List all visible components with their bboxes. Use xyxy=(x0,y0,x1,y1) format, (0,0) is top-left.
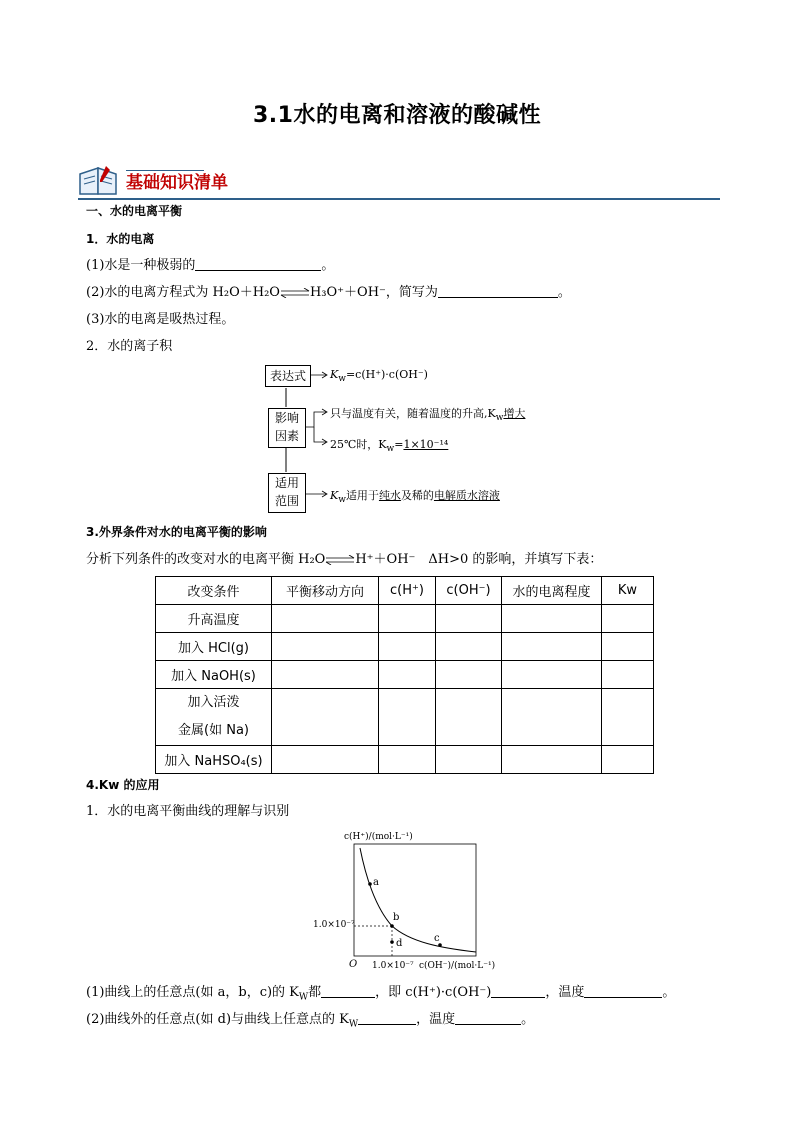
table-cell-blank[interactable] xyxy=(502,746,602,774)
table-cell-blank[interactable] xyxy=(602,661,654,689)
table-header: 平衡移动方向 xyxy=(272,577,379,605)
table-cell-blank[interactable] xyxy=(602,605,654,633)
scope-text xyxy=(330,487,500,505)
graph-ytick: 1.0×10⁻⁷ xyxy=(313,920,355,930)
table-header: 水的电离程度 xyxy=(502,577,602,605)
factor1-sub: w xyxy=(495,413,504,424)
factor2-eq: = xyxy=(394,438,404,451)
point-a-label: a xyxy=(373,877,379,888)
expression-text xyxy=(330,368,428,384)
table-cell-blank[interactable] xyxy=(272,746,379,774)
banner-rule xyxy=(78,198,720,200)
question-1 xyxy=(86,984,675,1007)
intro-pre: 分析下列条件的改变对水的电离平衡 H₂O xyxy=(86,552,326,567)
table-cell-blank[interactable] xyxy=(602,633,654,661)
table-cell-blank[interactable] xyxy=(379,746,436,774)
box-influence-line1: 影响 xyxy=(274,411,299,425)
item1 xyxy=(86,257,334,275)
table-cell-blank[interactable] xyxy=(379,605,436,633)
scope-mid2: 及稀的 xyxy=(400,489,434,502)
q1-blank-1[interactable] xyxy=(321,984,375,998)
section-banner-label: 基础知识清单 xyxy=(126,173,228,193)
sub-heading-ion-product: 2．水的离子积 xyxy=(86,339,173,354)
scope-answer1: 纯水 xyxy=(378,489,401,502)
section1-heading: 一、水的电离平衡 xyxy=(86,204,183,218)
q1-blank-3[interactable] xyxy=(584,984,662,998)
table-row xyxy=(156,689,654,746)
book-icon xyxy=(76,164,122,198)
q2-end: 。 xyxy=(521,1012,535,1027)
factor2-answer: 1×10⁻¹⁴ xyxy=(403,438,449,451)
table-cell-blank[interactable] xyxy=(379,689,436,746)
factor2-sub: w xyxy=(386,444,395,455)
table-header: c(OH⁻) xyxy=(436,577,502,605)
table-header: c(H⁺) xyxy=(379,577,436,605)
point-b-label: b xyxy=(393,912,400,923)
item2-blank[interactable] xyxy=(438,284,558,298)
table-cell-blank[interactable] xyxy=(272,689,379,746)
table-cell-blank[interactable] xyxy=(379,633,436,661)
item3: (3)水的电离是吸热过程。 xyxy=(86,312,235,327)
q2-pre: (2)曲线外的任意点(如 d)与曲线上任意点的 K xyxy=(86,1012,349,1027)
table-cell-blank[interactable] xyxy=(272,605,379,633)
graph-xlabel: c(OH⁻)/(mol·L⁻¹) xyxy=(419,961,496,971)
q2-blank-1[interactable] xyxy=(358,1011,416,1025)
table-row xyxy=(156,633,654,661)
box-scope-line1: 适用 xyxy=(274,476,299,490)
table-row xyxy=(156,605,654,633)
factor1-pre: 只与温度有关，随着温度的升高,K xyxy=(330,407,496,420)
table-cell: 加入活泼 金属(如 Na) xyxy=(156,689,272,746)
item1-blank[interactable] xyxy=(195,257,321,271)
factor1-text xyxy=(330,405,525,423)
kw-sub: w xyxy=(338,374,346,385)
table-cell-blank[interactable] xyxy=(379,661,436,689)
box-influence-factors xyxy=(268,408,306,448)
table-cell-blank[interactable] xyxy=(502,605,602,633)
table-cell-blank[interactable] xyxy=(272,661,379,689)
ionization-curve-graph xyxy=(300,828,510,978)
box-scope xyxy=(268,473,306,513)
expression-rest: =c(H⁺)·c(OH⁻) xyxy=(345,368,428,381)
table-cell-blank[interactable] xyxy=(272,633,379,661)
banner-top-rule xyxy=(126,170,204,171)
table-header: Kw xyxy=(602,577,654,605)
table-cell-blank[interactable] xyxy=(602,746,654,774)
factor2-pre: 25℃时，K xyxy=(330,438,387,451)
table-cell: 加入 NaHSO₄(s) xyxy=(156,746,272,774)
point-d-label: d xyxy=(396,938,403,949)
q1-pre: (1)曲线上的任意点(如 a，b，c)的 K xyxy=(86,985,299,1000)
scope-mid: 适用于 xyxy=(345,489,379,502)
table-cell-blank[interactable] xyxy=(436,661,502,689)
table-header: 改变条件 xyxy=(156,577,272,605)
table-cell: 升高温度 xyxy=(156,605,272,633)
item2-mid: H₃O⁺＋OH⁻，简写为 xyxy=(309,285,438,300)
section4-heading: 4.Kw 的应用 xyxy=(86,778,160,792)
table-cell-blank[interactable] xyxy=(436,746,502,774)
q2-sub: W xyxy=(348,1019,359,1030)
graph-xtick: 1.0×10⁻⁷ xyxy=(372,961,414,971)
scope-sub: w xyxy=(338,495,346,506)
ionization-curve xyxy=(360,848,476,952)
item2 xyxy=(86,284,571,302)
table-cell-blank[interactable] xyxy=(502,633,602,661)
point-b xyxy=(390,924,394,928)
graph-ylabel: c(H⁺)/(mol·L⁻¹) xyxy=(344,832,413,842)
table-header-row xyxy=(156,577,654,605)
equilibrium-arrow-icon xyxy=(280,288,310,298)
item2-text: (2)水的电离方程式为 H₂O＋H₂O xyxy=(86,285,280,300)
box-influence-line2: 因素 xyxy=(274,429,299,443)
factor2-text xyxy=(330,436,448,454)
table-cell-blank[interactable] xyxy=(436,633,502,661)
table-cell-blank[interactable] xyxy=(502,689,602,746)
table-row xyxy=(156,661,654,689)
sub-heading-water-ionization: 1．水的电离 xyxy=(86,232,155,246)
section4-sub: 1．水的电离平衡曲线的理解与识别 xyxy=(86,804,290,819)
graph-origin: O xyxy=(349,959,358,970)
item2-end: 。 xyxy=(557,285,571,300)
scope-answer2: 电解质水溶液 xyxy=(433,489,500,502)
point-a xyxy=(368,882,372,886)
item1-end: 。 xyxy=(321,258,335,273)
intro-mid: H⁺＋OH⁻ ΔH>0 的影响，并填写下表： xyxy=(355,552,603,567)
kw-symbol: K xyxy=(330,368,339,381)
table-row xyxy=(156,746,654,774)
table-cell-blank[interactable] xyxy=(436,689,502,746)
factor1-answer: 增大 xyxy=(503,407,526,420)
table-cell: 加入 NaOH(s) xyxy=(156,661,272,689)
q1-mid: 都 xyxy=(308,985,322,1000)
point-d xyxy=(390,940,394,944)
q2-blank-2[interactable] xyxy=(455,1011,521,1025)
q2-mid: ，温度 xyxy=(416,1012,456,1027)
section3-intro xyxy=(86,551,602,569)
q1-mid3: ，温度 xyxy=(545,985,585,1000)
table-cell-blank[interactable] xyxy=(502,661,602,689)
point-c-label: c xyxy=(434,933,440,944)
box-scope-line2: 范围 xyxy=(274,494,299,508)
q1-blank-2[interactable] xyxy=(491,984,545,998)
table-cell-blank[interactable] xyxy=(436,605,502,633)
q1-mid2: ，即 c(H⁺)·c(OH⁻) xyxy=(375,985,492,1000)
conditions-table xyxy=(155,576,654,774)
section3-heading: 3.外界条件对水的电离平衡的影响 xyxy=(86,525,267,539)
equilibrium-arrow-icon xyxy=(325,555,355,565)
table-cell: 加入 HCl(g) xyxy=(156,633,272,661)
page-title: 3.1水的电离和溶液的酸碱性 xyxy=(253,103,541,128)
item1-text: (1)水是一种极弱的 xyxy=(86,258,196,273)
question-2 xyxy=(86,1011,534,1034)
table-cell-blank[interactable] xyxy=(602,689,654,746)
q1-sub: W xyxy=(298,992,309,1003)
q1-end: 。 xyxy=(662,985,676,1000)
box-expression: 表达式 xyxy=(265,365,311,387)
scope-kw: K xyxy=(330,489,339,502)
